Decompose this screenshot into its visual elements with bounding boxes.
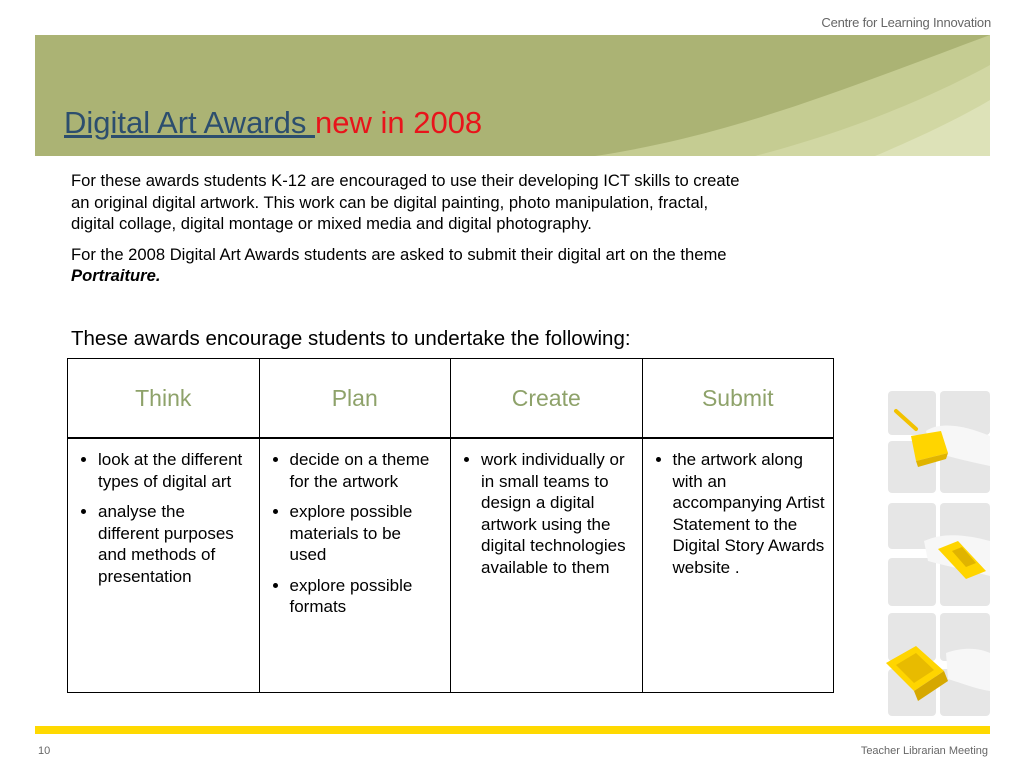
header-create: Create: [451, 359, 643, 439]
brand-label: Centre for Learning Innovation: [821, 15, 991, 30]
plan-cell: [259, 438, 451, 693]
plan-list: [270, 449, 443, 618]
list-item: • the artwork along with an accompanying Artist Statement to the Digital Story Awards website .: [673, 449, 826, 578]
list-item: • work individually or in small teams to design a digital artwork using the digital technologies available to them: [481, 449, 634, 578]
title-link[interactable]: Digital Art Awards: [64, 105, 315, 140]
intro-paragraph: For these awards students K-12 are encouraged to use their developing ICT skills to create an original digital artwork. This work can be digital painting, photo manipulation, fractal, digital collage, digital montage or mixed media and digital photography.: [71, 171, 740, 233]
list-item: • explore possible materials to be used: [290, 501, 443, 566]
list-item: • look at the different types of digital art: [98, 449, 251, 492]
footer-accent-bar: [35, 726, 990, 734]
body-text: [71, 170, 751, 296]
create-cell: [451, 438, 643, 693]
create-list: [461, 449, 634, 578]
theme-name: Portraiture.: [71, 266, 161, 285]
lead-sentence: These awards encourage students to undertake the following:: [71, 327, 631, 350]
submit-cell: [642, 438, 834, 693]
header-submit: Submit: [642, 359, 834, 439]
theme-paragraph: [71, 244, 751, 287]
table-row: [68, 438, 834, 693]
table-header-row: [68, 359, 834, 439]
think-cell: [68, 438, 260, 693]
think-list: [78, 449, 251, 587]
decorative-sidebar: [886, 391, 991, 716]
page-number: 10: [38, 745, 51, 757]
list-item: • decide on a theme for the artwork: [290, 449, 443, 492]
list-item: • explore possible formats: [290, 575, 443, 618]
footer-label: Teacher Librarian Meeting: [860, 745, 988, 757]
list-item: • analyse the different purposes and methods of presentation: [98, 501, 251, 587]
title-highlight: new in 2008: [314, 105, 483, 140]
header-plan: Plan: [259, 359, 451, 439]
awards-table: [67, 358, 834, 693]
page-title: [64, 105, 482, 141]
theme-paragraph-text: For the 2008 Digital Art Awards students are asked to submit their digital art on the theme: [71, 244, 727, 264]
submit-list: [653, 449, 826, 578]
header-think: Think: [68, 359, 260, 439]
